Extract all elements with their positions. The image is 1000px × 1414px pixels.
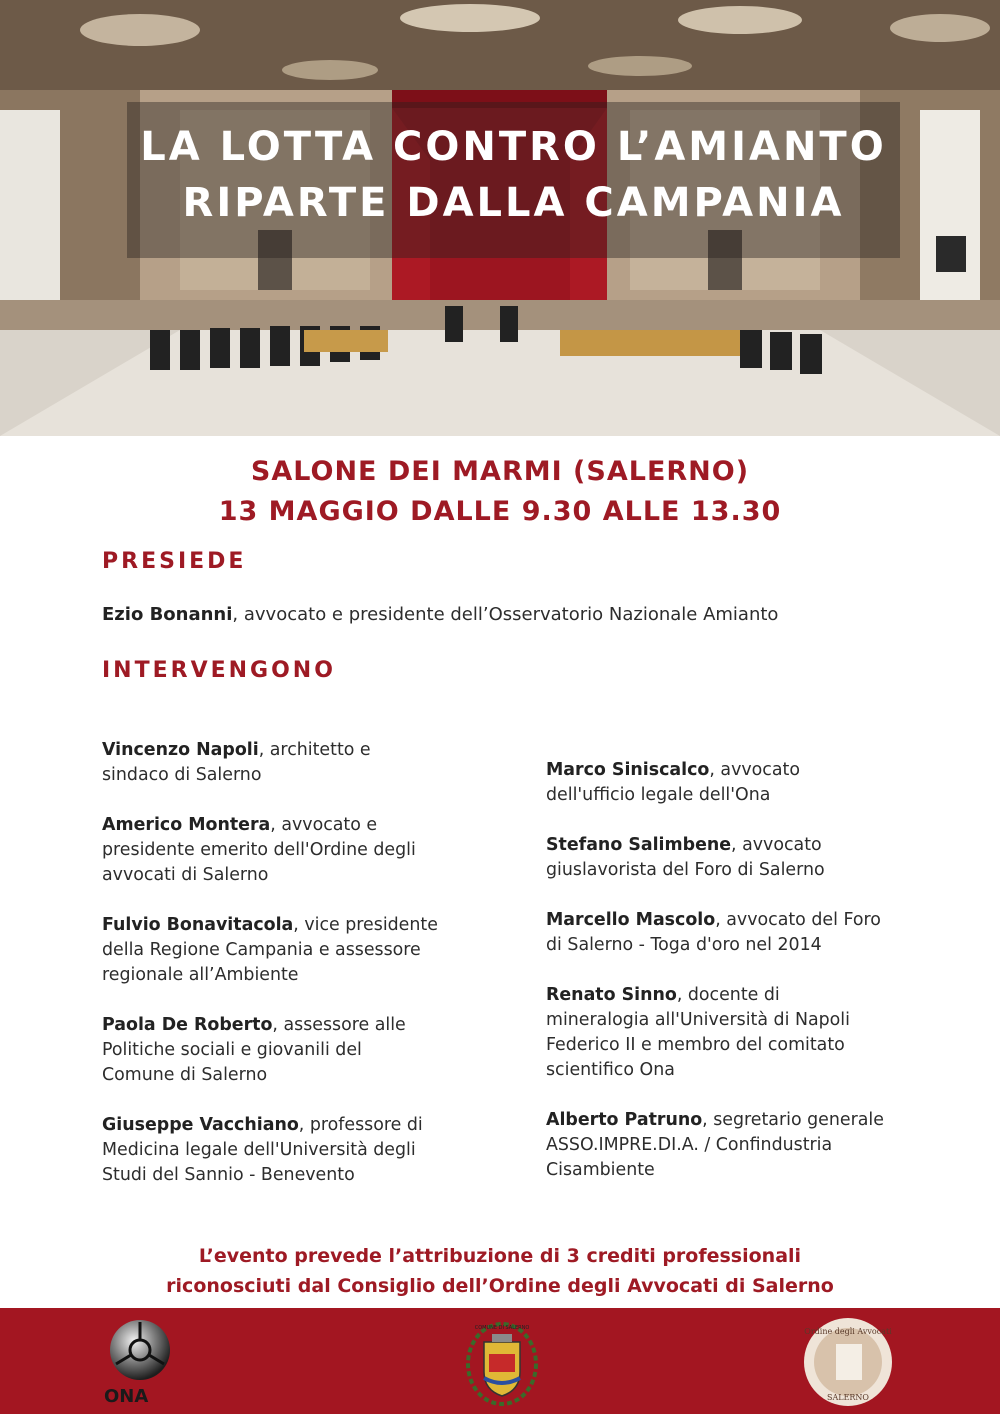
chair-person [102, 604, 778, 625]
speaker-role: sindaco di Salerno [102, 765, 262, 785]
hero-banner [0, 0, 1000, 436]
speaker-role: ASSO.IMPRE.DI.A. / Confindustria [546, 1135, 833, 1155]
speakers-left-column [102, 738, 462, 1213]
intervengono-heading: INTERVENGONO [102, 658, 336, 683]
speaker-role: , assessore alle [272, 1015, 406, 1035]
footer-bar [0, 1308, 1000, 1414]
speaker-entry [102, 1113, 462, 1188]
ordine-logo-text-top: Ordine degli Avvocati [804, 1327, 892, 1336]
ordine-avvocati-seal-icon [800, 1314, 896, 1410]
comune-salerno-crest-icon [462, 1316, 542, 1408]
speaker-entry [546, 908, 906, 958]
speaker-role: scientifico Ona [546, 1060, 675, 1080]
speaker-name: Marcello Mascolo [546, 910, 716, 930]
speaker-role: , avvocato e [270, 815, 378, 835]
speaker-role: di Salerno - Toga d'oro nel 2014 [546, 935, 822, 955]
speaker-name: Fulvio Bonavitacola [102, 915, 294, 935]
speaker-role: , avvocato [709, 760, 800, 780]
speaker-name: Stefano Salimbene [546, 835, 732, 855]
speaker-entry [546, 983, 906, 1083]
comune-logo-text: COMUNE DI SALERNO [474, 1325, 530, 1331]
speaker-role: Studi del Sannio - Benevento [102, 1165, 355, 1185]
speaker-name: Renato Sinno [546, 985, 677, 1005]
chair-role: , avvocato e presidente dell’Osservatorio Nazionale Amianto [232, 604, 779, 625]
speaker-entry [102, 738, 462, 788]
speaker-role: Medicina legale dell'Università degli [102, 1140, 416, 1160]
venue-date-time: 13 MAGGIO DALLE 9.30 ALLE 13.30 [218, 496, 782, 527]
presiede-heading: PRESIEDE [102, 549, 247, 574]
speaker-name: Alberto Patruno [546, 1110, 703, 1130]
chair-name: Ezio Bonanni [102, 604, 233, 625]
speaker-entry [546, 758, 906, 808]
venue-location: SALONE DEI MARMI (SALERNO) [250, 456, 750, 487]
speaker-role: della Regione Campania e assessore [102, 940, 421, 960]
credits-note-line-1: L’evento prevede l’attribuzione di 3 crediti professionali [198, 1245, 802, 1267]
ona-logo-text: ONA [104, 1386, 149, 1407]
speaker-role: Cisambiente [546, 1160, 655, 1180]
speaker-role: , professore di [298, 1115, 423, 1135]
ona-logo [100, 1316, 184, 1408]
speaker-name: Marco Siniscalco [546, 760, 710, 780]
speaker-entry [102, 1013, 462, 1088]
speaker-role: Politiche sociali e giovanili del [102, 1040, 362, 1060]
speakers-right-column [546, 758, 906, 1208]
speaker-role: Federico II e membro del comitato [546, 1035, 845, 1055]
speaker-role: , segretario generale [702, 1110, 884, 1130]
title-line-2: RIPARTE DALLA CAMPANIA [182, 180, 845, 226]
speaker-entry [546, 833, 906, 883]
title-line-1: LA LOTTA CONTRO L’AMIANTO [140, 124, 887, 170]
speaker-role: giuslavorista del Foro di Salerno [546, 860, 825, 880]
speaker-entry [102, 813, 462, 888]
speaker-role: presidente emerito dell'Ordine degli [102, 840, 416, 860]
speaker-role: , vice presidente [293, 915, 438, 935]
speaker-entry [546, 1108, 906, 1183]
ordine-logo-text-bottom: SALERNO [827, 1393, 869, 1402]
speaker-role: , avvocato [731, 835, 822, 855]
speaker-role: dell'ufficio legale dell'Ona [546, 785, 771, 805]
credits-note-line-2: riconosciuti dal Consiglio dell’Ordine degli Avvocati di Salerno [166, 1275, 834, 1297]
speaker-role: regionale all’Ambiente [102, 965, 299, 985]
speaker-role: , docente di [676, 985, 780, 1005]
speaker-role: , avvocato del Foro [715, 910, 881, 930]
speaker-name: Vincenzo Napoli [102, 740, 259, 760]
speaker-entry [102, 913, 462, 988]
title-box [127, 102, 900, 258]
speaker-name: Americo Montera [102, 815, 271, 835]
speaker-role: , architetto e [258, 740, 371, 760]
speaker-role: Comune di Salerno [102, 1065, 268, 1085]
speaker-name: Paola De Roberto [102, 1015, 273, 1035]
speaker-role: mineralogia all'Università di Napoli [546, 1010, 850, 1030]
speaker-name: Giuseppe Vacchiano [102, 1115, 299, 1135]
speaker-role: avvocati di Salerno [102, 865, 269, 885]
